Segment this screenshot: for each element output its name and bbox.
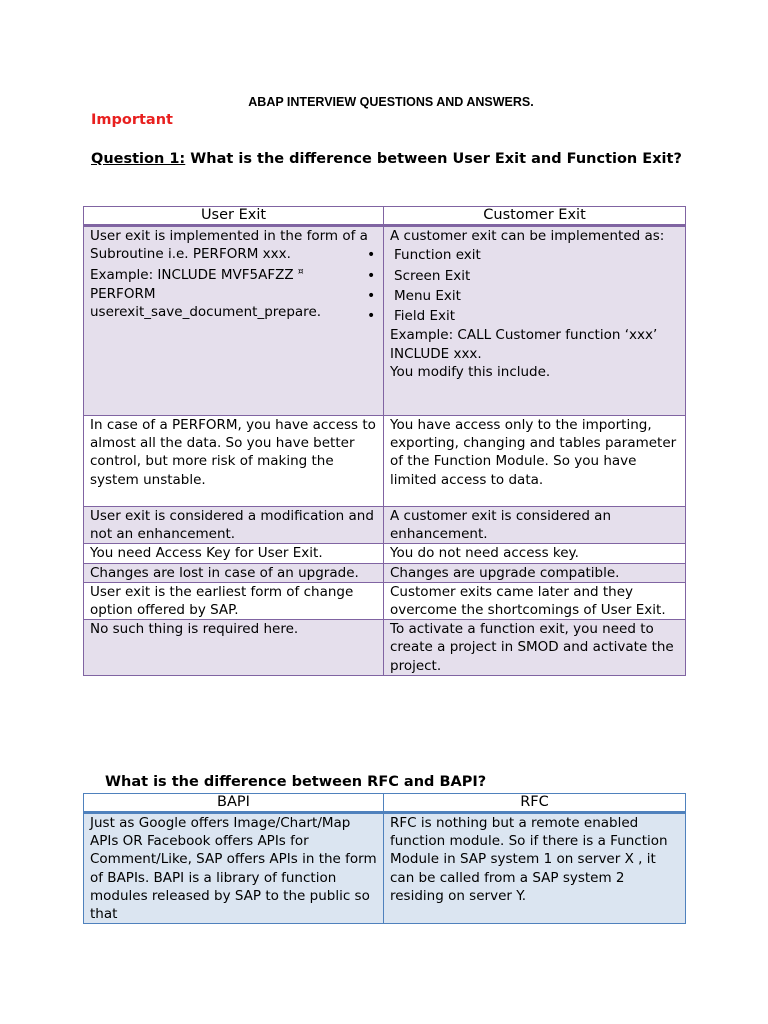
table-cell: You do not need access key. xyxy=(384,544,686,563)
important-label: Important xyxy=(91,112,173,128)
table-header-cell: BAPI xyxy=(84,794,384,813)
list-item: • Screen Exit xyxy=(390,266,679,286)
symbol-glyph: ¤ xyxy=(297,267,304,278)
table-cell: To activate a function exit, you need to create a project in SMOD and activate the project. xyxy=(384,620,686,676)
table-cell: RFC is nothing but a remote enabled function module. So if there is a Function Module in SAP system 1 on server X , it can be called from a SAP system 2 residing on server Y. xyxy=(384,813,686,924)
question-1-label: Question 1: xyxy=(91,151,186,167)
table-header-cell: User Exit xyxy=(84,207,384,226)
table-header-row xyxy=(84,207,686,226)
document-title: ABAP INTERVIEW QUESTIONS AND ANSWERS. xyxy=(248,95,534,109)
question-1-text: What is the difference between User Exit and Function Exit? xyxy=(185,151,682,167)
table-cell: Just as Google offers Image/Chart/Map APIs OR Facebook offers APIs for Comment/Like, SAP offers APIs in the form of BAPIs. BAPI is a library of function modules released by SAP to the public so that xyxy=(84,813,384,924)
table-row xyxy=(84,416,686,507)
table-header-cell: RFC xyxy=(384,794,686,813)
table-cell: You need Access Key for User Exit. xyxy=(84,544,384,563)
table-header-cell: Customer Exit xyxy=(384,207,686,226)
table-cell: Changes are upgrade compatible. xyxy=(384,563,686,582)
list-item: • Menu Exit xyxy=(390,286,679,306)
table-cell: User exit is the earliest form of change option offered by SAP. xyxy=(84,582,384,619)
cell-text: Example: INCLUDE MVF5AFZZ xyxy=(90,267,294,284)
question-1 xyxy=(91,150,691,168)
table-row xyxy=(84,582,686,619)
table-cell: A customer exit is considered an enhancement. xyxy=(384,507,686,544)
bapi-vs-rfc-table xyxy=(83,793,686,924)
cell-line: PERFORM userexit_save_document_prepare. xyxy=(90,285,322,320)
list-item: • Function exit xyxy=(390,245,679,265)
table-cell xyxy=(384,226,686,416)
table-cell: Customer exits came later and they overcome the shortcomings of User Exit. xyxy=(384,582,686,619)
table-cell: You have access only to the importing, exporting, changing and tables parameter of the Function Module. So you have limited access to data. xyxy=(384,416,686,507)
cell-line: INCLUDE xxx. xyxy=(390,345,482,362)
table-row xyxy=(84,813,686,924)
table-row xyxy=(84,507,686,544)
table-cell: Changes are lost in case of an upgrade. xyxy=(84,563,384,582)
list-item: • Field Exit xyxy=(390,306,679,326)
table-row xyxy=(84,620,686,676)
table-cell: No such thing is required here. xyxy=(84,620,384,676)
table-row xyxy=(84,563,686,582)
table-cell xyxy=(84,226,384,416)
cell-line: A customer exit can be implemented as: xyxy=(390,228,665,244)
table-row xyxy=(84,226,686,416)
cell-line: User exit is implemented in the form of a Subroutine i.e. PERFORM xxx. xyxy=(90,228,368,263)
cell-line xyxy=(90,263,377,284)
cell-line: You modify this include. xyxy=(390,363,551,380)
table-row xyxy=(84,544,686,563)
table-cell: In case of a PERFORM, you have access to almost all the data. So you have better control, but more risk of making the system unstable. xyxy=(84,416,384,507)
user-exit-vs-customer-exit-table xyxy=(83,206,686,676)
table-header-row xyxy=(84,794,686,813)
table-cell: User exit is considered a modification and not an enhancement. xyxy=(84,507,384,544)
question-2: What is the difference between RFC and BAPI? xyxy=(105,774,487,790)
cell-line: Example: CALL Customer function ‘xxx’ xyxy=(390,327,658,344)
exit-type-list xyxy=(390,245,679,326)
